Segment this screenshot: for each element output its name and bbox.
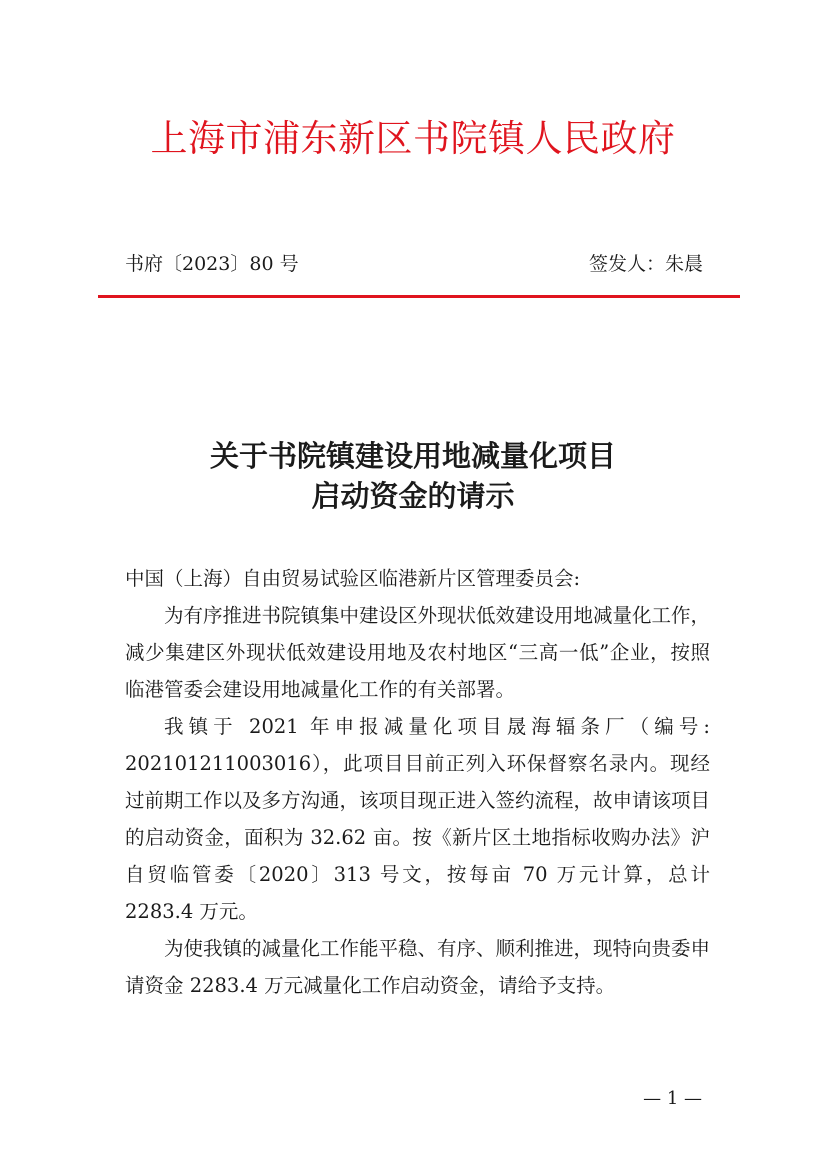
- title-line-1: 关于书院镇建设用地减量化项目: [209, 439, 616, 473]
- red-separator-line: [98, 295, 740, 298]
- document-meta-row: [125, 249, 703, 279]
- issuing-organization-header: 上海市浦东新区书院镇人民政府: [150, 117, 676, 160]
- body-paragraph-2: 我镇于 2021 年申报减量化项目晟海辐条厂（编号: 202101211003016），此项目目前正列入环保督察名录内。现经过前期工作以及多方沟通，该项目现正进入签约流程，故申请该项目的启动资金，面积为 32.62 亩。按《新片区土地指标收购办法》沪自贸临管委〔2020〕313 号文，按每亩 70 万元计算，总计 2283.4 万元。: [125, 715, 711, 923]
- document-title: [0, 436, 826, 516]
- document-number: 书府〔2023〕80 号: [125, 253, 299, 275]
- signer: 签发人：朱晨: [588, 253, 703, 275]
- addressee: 中国（上海）自由贸易试验区临港新片区管理委员会:: [125, 567, 581, 590]
- body-paragraph-1: 为有序推进书院镇集中建设区外现状低效建设用地减量化工作，减少集建区外现状低效建设用地及农村地区“三高一低”企业，按照临港管委会建设用地减量化工作的有关部署。: [125, 604, 711, 701]
- title-line-2: 启动资金的请示: [311, 479, 515, 513]
- body-paragraph-3: 为使我镇的减量化工作能平稳、有序、顺利推进，现特向贵委申请资金 2283.4 万元减量化工作启动资金，请给予支持。: [125, 937, 711, 997]
- document-body: [125, 560, 710, 1004]
- page-number: — 1 —: [643, 1088, 702, 1109]
